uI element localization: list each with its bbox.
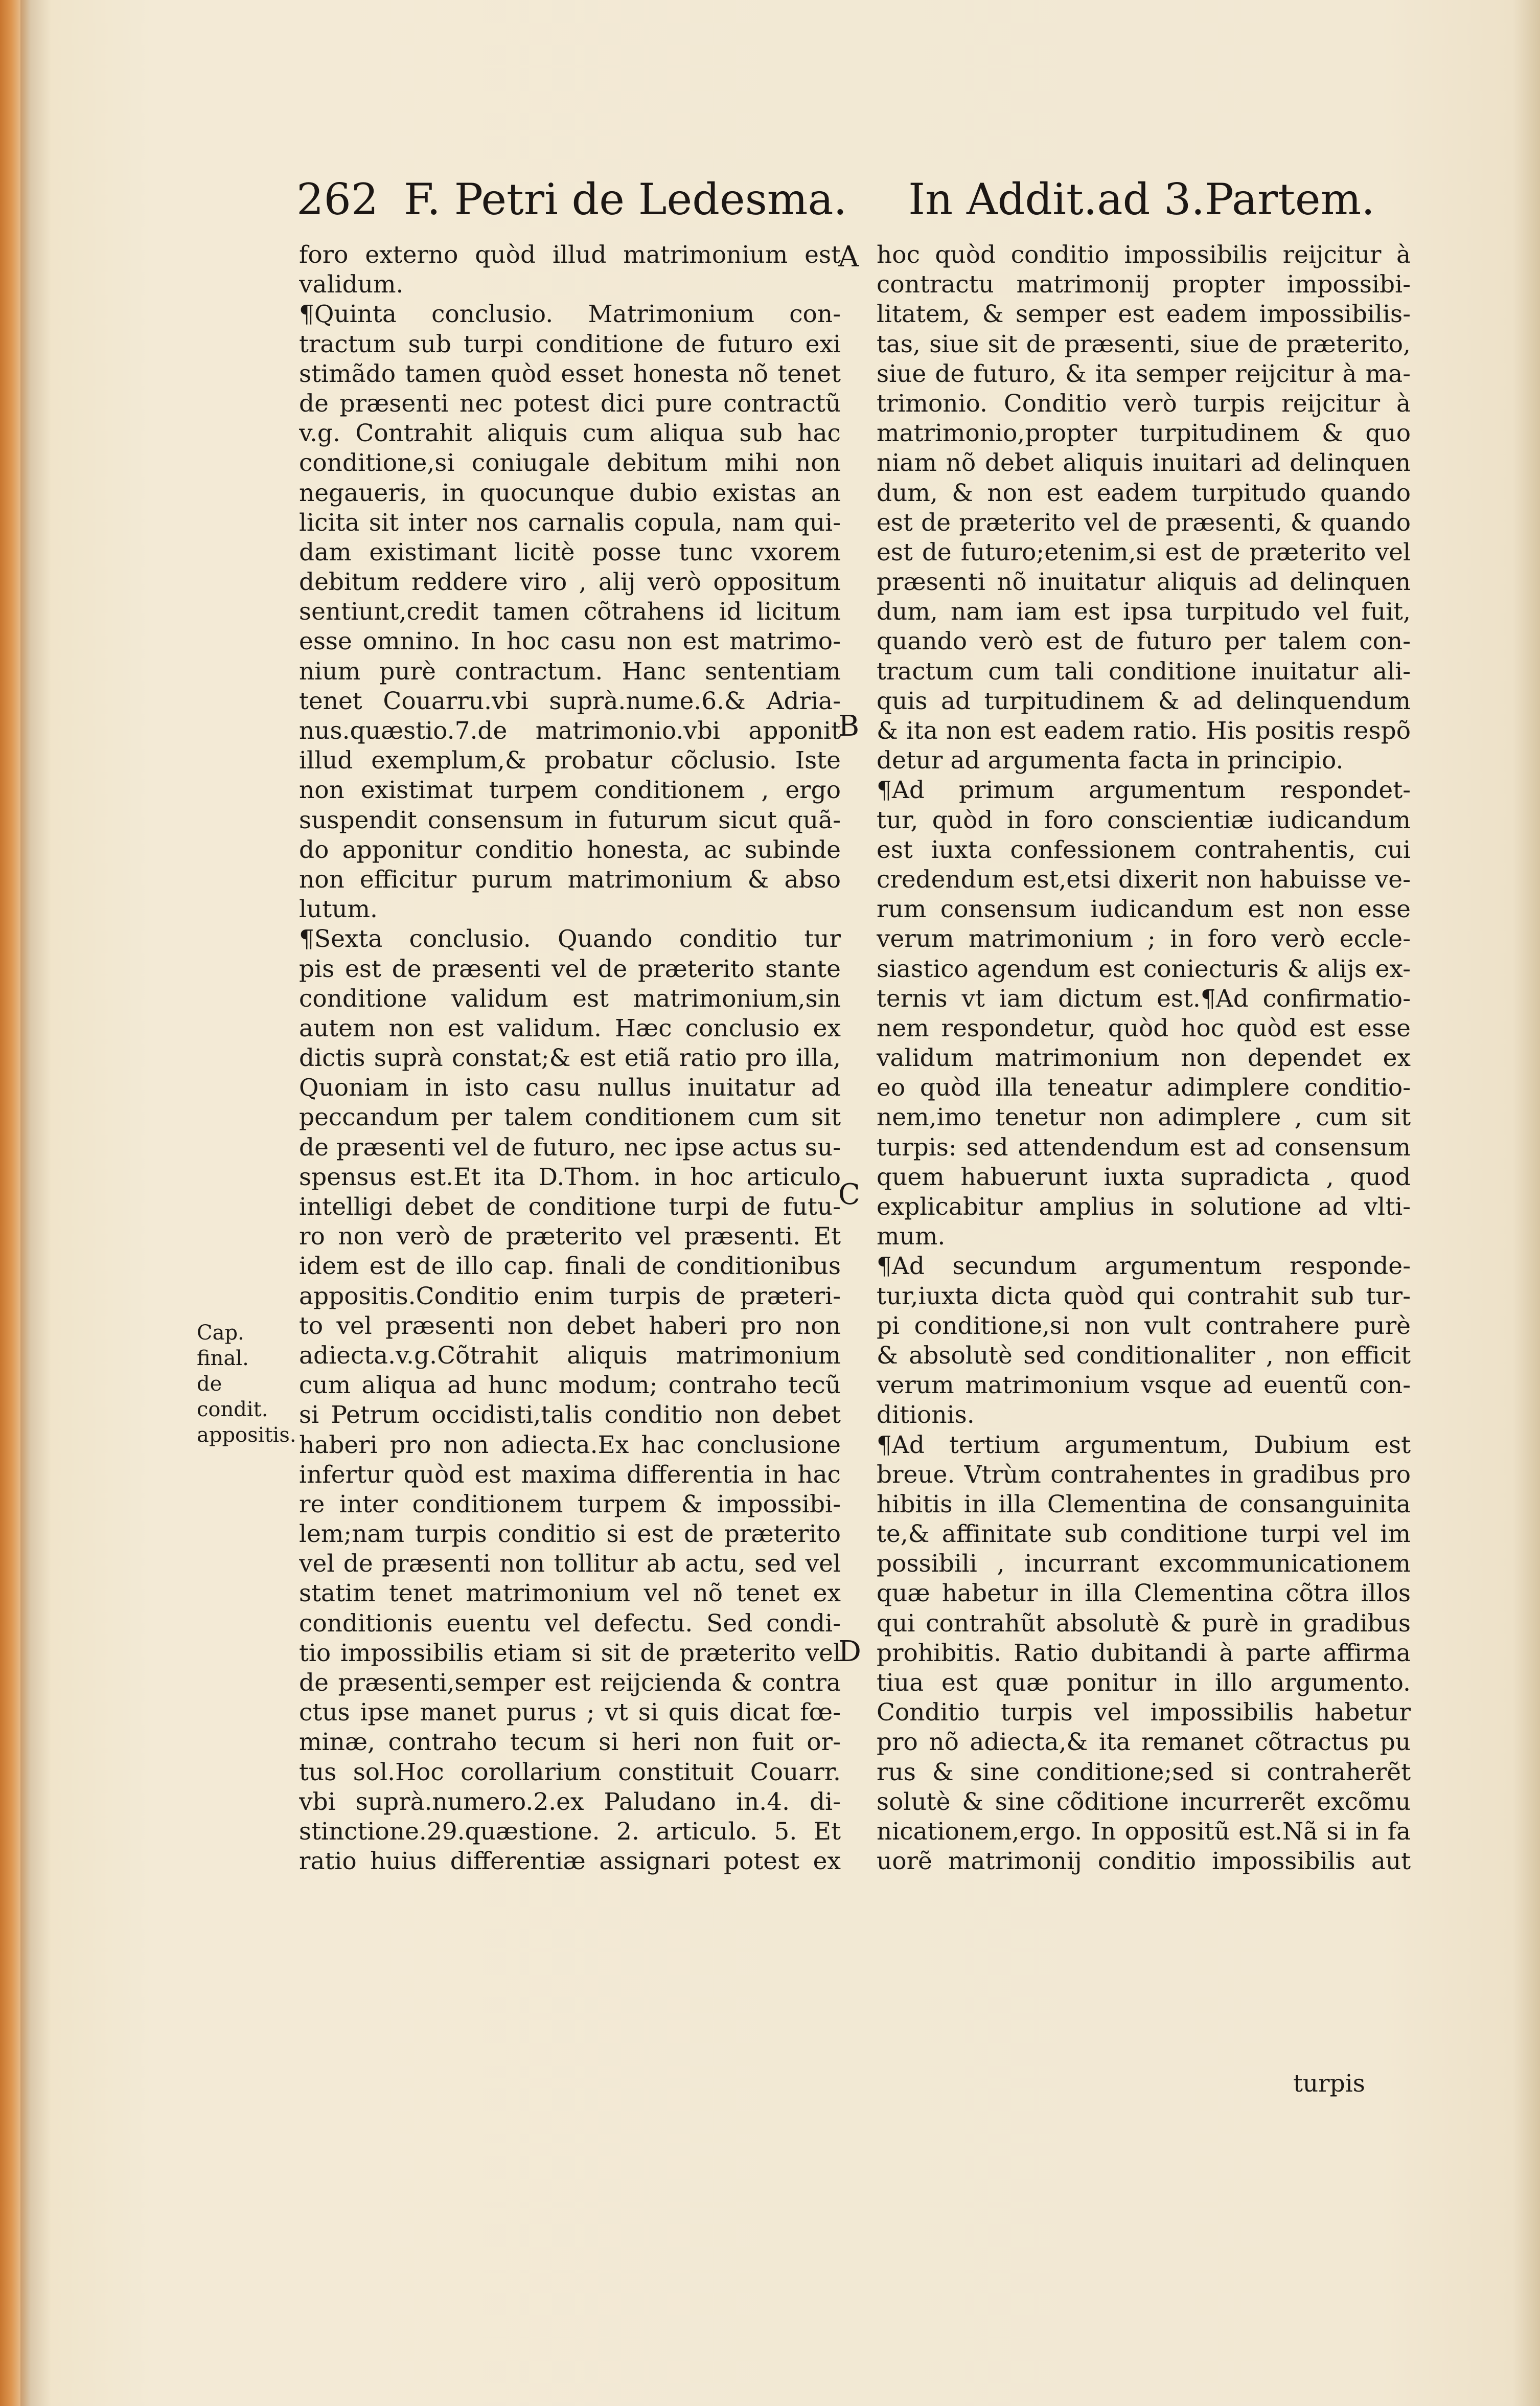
running-head-part: In Addit.ad 3.Partem. [908,174,1375,224]
running-head-author: F. Petri de Ledesma. [404,174,847,224]
text-line [299,538,841,568]
text-line-content: tractum cum tali conditione inuitatur ali- [877,657,1411,686]
text-line [877,300,1411,329]
text-line [877,627,1411,656]
text-line [299,330,841,359]
text-line-content: tio impossibilis etiam si sit de præterito vel [299,1639,841,1667]
text-line-content: si Petrum occidisti,talis conditio non debet [299,1401,841,1429]
text-line-content: te,& affinitate sub conditione turpi vel im [877,1520,1411,1549]
text-line [877,1163,1411,1192]
text-line-content: ditionis. [877,1401,975,1429]
margin-note [197,1320,299,1448]
text-line [299,1192,841,1222]
text-line-content: hibitis in illa Clementina de consanguinita [877,1490,1411,1518]
text-line-content: quando verò est de futuro per talem con- [877,627,1411,656]
text-line-content: contractu matrimonij propter impossibi- [877,270,1411,299]
text-line-content: debitum reddere viro , alij verò oppositum [299,568,841,597]
text-line-content: illud exemplum,& probatur cõclusio. Iste [299,746,841,775]
text-line-content: possibili , incurrant excommunicationem [877,1550,1411,1578]
text-line-content: suspendit consensum in futurum sicut quã- [299,806,841,834]
text-line-content: ternis vt iam dictum est.¶Ad confirmatio- [877,984,1411,1013]
text-line-content: litatem, & semper est eadem impossibilis- [877,300,1411,329]
text-line-content: spensus est.Et ita D.Thom. in hoc articulo [299,1163,841,1191]
text-line-content: nicationem,ergo. In oppositũ est.Nã si in fa [877,1817,1411,1846]
text-line [299,508,841,538]
text-line-content: stimãdo tamen quòd esset honesta nõ tenet [299,359,841,388]
text-line [299,1549,841,1579]
text-line [299,776,841,805]
text-line [299,1519,841,1549]
text-line-content: ¶Sexta conclusio. Quando conditio tur [299,925,841,954]
text-line-content: tur,iuxta dicta quòd qui contrahit sub tur- [877,1282,1411,1310]
text-line [299,1847,841,1876]
text-line [877,835,1411,865]
text-line-content: quem habuerunt iuxta supradicta , quod [877,1163,1411,1191]
text-line-content: conditione validum est matrimonium,sin [299,984,841,1013]
text-line [877,924,1411,954]
text-line-content: siue de futuro, & ita semper reijcitur à ma- [877,359,1411,388]
text-line [299,1431,841,1460]
text-line [877,597,1411,627]
text-line [299,1371,841,1400]
text-line [299,1787,841,1817]
margin-note-line: Cap. final. [197,1321,249,1370]
text-line-content: infertur quòd est maxima differentia in hac [299,1460,841,1489]
text-line-content: est de præterito vel de præsenti, & quando [877,508,1411,537]
text-line [299,1163,841,1192]
text-line [299,479,841,508]
text-line-content: tur, quòd in foro conscientiæ iudicandum [877,806,1411,834]
text-line-content: sentiunt,credit tamen cõtrahens id licitum [299,598,841,626]
text-line [877,1103,1411,1132]
text-line-content: credendum est,etsi dixerit non habuisse ve- [877,865,1411,894]
text-line [877,1192,1411,1222]
text-line-content: ¶Ad primum argumentum respondet- [877,776,1411,805]
text-line-content: turpis: sed attendendum est ad consensum [877,1133,1411,1162]
side-letter-b: B [838,710,860,743]
text-line [877,1371,1411,1400]
text-line [877,1787,1411,1817]
text-line-content: adiecta.v.g.Cõtrahit aliquis matrimonium [299,1341,841,1370]
text-line [877,1252,1411,1281]
text-line-content: to vel præsenti non debet haberi pro non [299,1311,841,1340]
text-line [299,895,841,924]
text-line-content: rum consensum iudicandum est non esse [877,895,1411,924]
text-line-content: eo quòd illa teneatur adimplere conditio- [877,1074,1411,1102]
text-line [299,389,841,419]
text-line [877,1698,1411,1728]
text-line [877,1222,1411,1252]
text-line [877,984,1411,1014]
text-line-content: Conditio turpis vel impossibilis habetur [877,1698,1411,1727]
text-line [299,240,841,270]
text-line [299,1014,841,1043]
running-head [296,169,1375,230]
text-line-content: tiua est quæ ponitur in illo argumento. [877,1669,1411,1697]
text-line [877,240,1411,270]
text-line-content: appositis.Conditio enim turpis de præteri- [299,1282,841,1310]
text-line-content: lutum. [299,895,378,924]
text-line-content: de præsenti nec potest dici pure contractũ [299,389,841,418]
text-line [877,1400,1411,1430]
text-line-content: mum. [877,1222,946,1251]
side-letter-c: C [838,1178,860,1211]
text-line-content: v.g. Contrahit aliquis cum aliqua sub hac [299,419,841,448]
text-line-content: siastico agendum est coniecturis & alijs ex- [877,955,1411,983]
text-line-content: Quoniam in isto casu nullus inuitatur ad [299,1074,841,1102]
text-line [877,1758,1411,1787]
text-line [877,1728,1411,1757]
text-line [299,746,841,776]
text-line-content: quis ad turpitudinem & ad delinquendum [877,687,1411,715]
text-line-content: nium purè contractum. Hanc sententiam [299,657,841,686]
text-line-content: haberi pro non adiecta.Ex hac conclusione [299,1431,841,1459]
text-line [877,1549,1411,1579]
text-line [877,955,1411,984]
text-line [299,657,841,687]
text-line [299,1698,841,1728]
text-line [877,538,1411,568]
text-line [877,1460,1411,1490]
text-line-content: autem non est validum. Hæc conclusio ex [299,1014,841,1042]
text-line [299,568,841,597]
text-line-content: explicabitur amplius in solutione ad vlti- [877,1193,1411,1221]
text-line-content: lem;nam turpis conditio si est de præterito [299,1520,841,1549]
text-line-content: dum, nam iam est ipsa turpitudo vel fuit, [877,598,1411,626]
text-line [299,687,841,716]
text-line [877,1519,1411,1549]
text-line [299,955,841,984]
text-line-content: foro externo quòd illud matrimonium est [299,241,841,269]
text-line-content: hoc quòd conditio impossibilis reijcitur à [877,241,1411,269]
text-line-content: pis est de præsenti vel de præterito stante [299,955,841,983]
text-line [299,1133,841,1163]
text-line [299,806,841,835]
text-line [877,1043,1411,1073]
text-line-content: re inter conditionem turpem & impossibi- [299,1490,841,1518]
text-line-content: minæ, contraho tecum si heri non fuit or- [299,1728,841,1757]
text-line-content: tus sol.Hoc corollarium constituit Couarr. [299,1758,841,1786]
text-line [877,806,1411,835]
text-line [299,1639,841,1668]
text-line [877,359,1411,389]
text-line-content: præsenti nõ inuitatur aliquis ad delinquen [877,568,1411,597]
text-line [299,1460,841,1490]
text-line [877,1311,1411,1341]
text-line-content: validum matrimonium non dependet ex [877,1044,1411,1073]
text-line [299,1579,841,1608]
text-line [877,1817,1411,1847]
text-line [299,1609,841,1639]
text-line-content: niam nõ debet aliquis inuitari ad delinquen [877,449,1411,478]
text-line [299,1282,841,1311]
text-line-content: licita sit inter nos carnalis copula, nam qui- [299,508,841,537]
text-line [877,746,1411,776]
text-line-content: ¶Ad secundum argumentum responde- [877,1252,1411,1281]
text-line [299,270,841,300]
text-line [877,1133,1411,1163]
text-line-content: ctus ipse manet purus ; vt si quis dicat fœ- [299,1698,841,1727]
text-line [299,1103,841,1132]
text-line [299,300,841,329]
text-line-content: nus.quæstio.7.de matrimonio.vbi apponit [299,717,841,745]
text-line [877,270,1411,300]
text-line-content: non efficitur purum matrimonium & abso [299,865,841,894]
text-line-content: detur ad argumenta facta in principio. [877,746,1344,775]
text-line [877,716,1411,746]
side-letter-a: A [838,240,859,274]
text-line-content: solutè & sine cõditione incurrerẽt excõmu [877,1787,1411,1816]
text-line-content: esse omnino. In hoc casu non est matrimo- [299,627,841,656]
text-line [877,479,1411,508]
text-line [299,627,841,656]
text-line-content: conditione,si coniugale debitum mihi non [299,449,841,478]
text-line-content: intelligi debet de conditione turpi de futu- [299,1193,841,1221]
text-line [877,508,1411,538]
text-line [877,1431,1411,1460]
text-line-content: uorẽ matrimonij conditio impossibilis aut [877,1847,1411,1876]
text-line-content: prohibitis. Ratio dubitandi à parte affirma [877,1639,1411,1667]
text-line [299,1668,841,1698]
text-line-content: pro nõ adiecta,& ita remanet cõtractus pu [877,1728,1411,1757]
text-line-content: ratio huius differentiæ assignari potest ex [299,1847,841,1876]
text-line [877,419,1411,448]
left-text-column [299,240,841,1876]
text-line [877,1847,1411,1876]
text-line-content: idem est de illo cap. finali de conditionibus [299,1252,841,1281]
text-line [299,1043,841,1073]
catchword: turpis [1293,2070,1365,2098]
text-line-content: trimonio. Conditio verò turpis reijcitur à [877,389,1411,418]
text-line-content: ¶Quinta conclusio. Matrimonium con- [299,300,841,329]
text-line [877,1609,1411,1639]
text-line [877,330,1411,359]
text-line-content: est iuxta confessionem contrahentis, cui [877,835,1411,864]
text-line-content: rus & sine conditione;sed si contraherẽt [877,1758,1411,1786]
text-line-content: statim tenet matrimonium vel nõ tenet ex [299,1579,841,1608]
text-line [877,865,1411,895]
text-line-content: tenet Couarru.vbi suprà.nume.6.& Adria- [299,687,841,715]
text-line [299,984,841,1014]
text-line-content: vbi suprà.numero.2.ex Paludano in.4. di- [299,1787,841,1816]
text-line-content: de præsenti,semper est reijcienda & contra [299,1669,841,1697]
side-letter-d: D [838,1635,861,1668]
text-line [877,1014,1411,1043]
text-line [299,1222,841,1252]
text-line [299,865,841,895]
text-line [877,776,1411,805]
text-line-content: breue. Vtrùm contrahentes in gradibus pro [877,1460,1411,1489]
text-line-content: tractum sub turpi conditione de futuro exi [299,330,841,358]
text-line-content: est de futuro;etenim,si est de præterito vel [877,538,1411,566]
text-line-content: vel de præsenti non tollitur ab actu, sed vel [299,1550,841,1578]
margin-note-line: de condit. [197,1372,268,1421]
text-line [299,1490,841,1519]
text-line-content: peccandum per talem conditionem cum sit [299,1103,841,1132]
text-line-content: cum aliqua ad hunc modum; contraho tecũ [299,1371,841,1400]
text-line [877,657,1411,687]
text-line-content: do apponitur conditio honesta, ac subinde [299,835,841,864]
right-text-column [877,240,1411,1876]
text-line [299,1311,841,1341]
text-line [299,1252,841,1281]
page-gutter-shadow [20,0,51,2406]
text-line-content: matrimonio,propter turpitudinem & quo [877,419,1411,448]
text-line [299,924,841,954]
text-line-content: conditionis euentu vel defectu. Sed condi- [299,1609,841,1638]
text-line [299,1073,841,1103]
text-line [877,895,1411,924]
text-line [877,1073,1411,1103]
text-line [877,1341,1411,1371]
text-line-content: de præsenti vel de futuro, nec ipse actus su- [299,1133,841,1162]
margin-note-line: appositis. [197,1423,296,1447]
text-line [877,1282,1411,1311]
text-line-content: qui contrahũt absolutè & purè in gradibus [877,1609,1411,1638]
text-line [877,448,1411,478]
text-line-content: tas, siue sit de præsenti, siue de præterito, [877,330,1411,358]
text-line-content: verum matrimonium ; in foro verò eccle- [877,925,1411,954]
folio-number: 262 [296,174,379,224]
text-line [877,1579,1411,1608]
text-line [299,359,841,389]
text-line-content: non existimat turpem conditionem , ergo [299,776,841,805]
text-line-content: nem respondetur, quòd hoc quòd est esse [877,1014,1411,1042]
text-line [877,568,1411,597]
text-line-content: ¶Ad tertium argumentum, Dubium est [877,1431,1411,1459]
text-line [299,597,841,627]
text-line-content: & absolutè sed conditionaliter , non efficit [877,1341,1411,1370]
text-line [299,716,841,746]
text-line [299,419,841,448]
text-line-content: dictis suprà constat;& est etiã ratio pro illa, [299,1044,841,1073]
text-line-content: & ita non est eadem ratio. His positis respõ [877,717,1411,745]
text-line [299,1400,841,1430]
text-line [299,1758,841,1787]
text-line [877,1490,1411,1519]
text-line-content: stinctione.29.quæstione. 2. articulo. 5. Et [299,1817,841,1846]
text-line-content: dum, & non est eadem turpitudo quando [877,479,1411,507]
text-line-content: validum. [299,270,404,299]
text-line [877,687,1411,716]
text-line-content: verum matrimonium vsque ad euentũ con- [877,1371,1411,1400]
text-line [877,1639,1411,1668]
text-line [877,1668,1411,1698]
text-line-content: dam existimant licitè posse tunc vxorem [299,538,841,566]
text-line-content: negaueris, in quocunque dubio existas an [299,479,841,507]
text-line [299,835,841,865]
text-line-content: pi conditione,si non vult contrahere purè [877,1311,1411,1340]
text-line-content: ro non verò de præterito vel præsenti. Et [299,1222,841,1251]
text-line-content: quæ habetur in illa Clementina cõtra illos [877,1579,1411,1608]
text-line [877,389,1411,419]
text-line [299,1728,841,1757]
text-line-content: nem,imo tenetur non adimplere , cum sit [877,1103,1411,1132]
text-line [299,1817,841,1847]
text-line [299,1341,841,1371]
text-line [299,448,841,478]
